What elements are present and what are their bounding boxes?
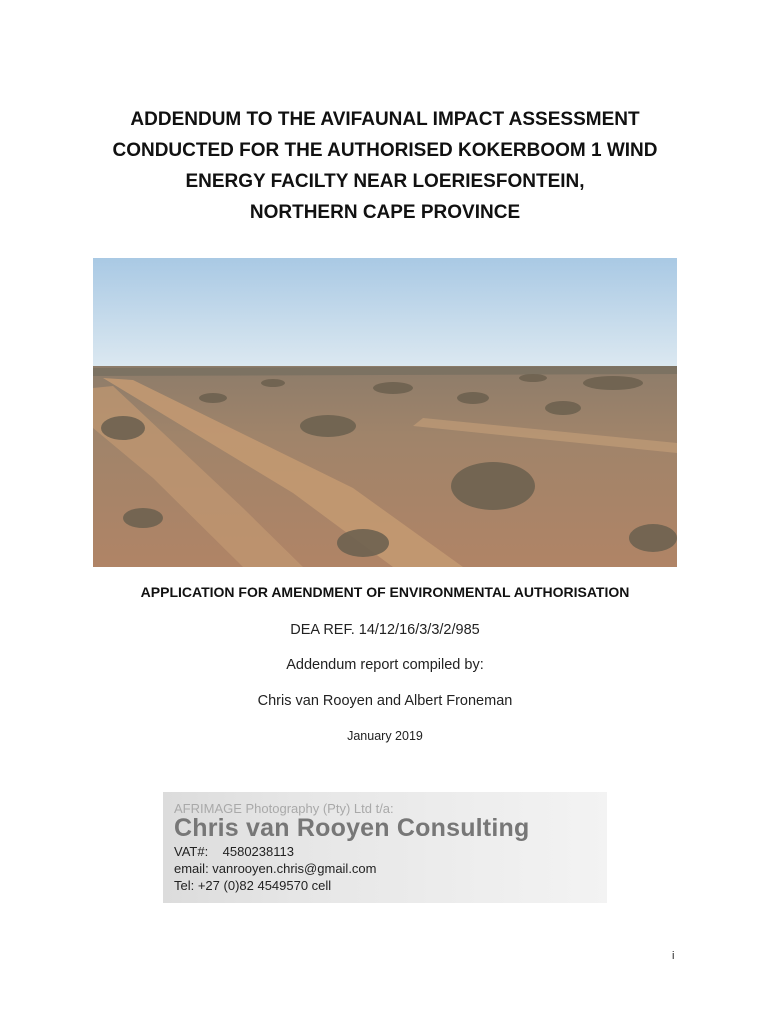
page-number: i — [672, 950, 675, 962]
title-line-3: ENERGY FACILTY NEAR LOERIESFONTEIN, — [185, 171, 585, 192]
logo-company-line: AFRIMAGE Photography (Pty) Ltd t/a: — [174, 801, 394, 816]
title-line-1: ADDENDUM TO THE AVIFAUNAL IMPACT ASSESSMENT — [130, 109, 640, 130]
dea-reference: DEA REF. 14/12/16/3/3/2/985 — [290, 622, 480, 638]
logo-vat: VAT#: 4580238113 — [174, 844, 294, 859]
logo-brand-name: Chris van Rooyen Consulting — [174, 814, 530, 842]
document-title — [60, 104, 710, 228]
title-line-4: NORTHERN CAPE PROVINCE — [249, 202, 521, 223]
report-date: January 2019 — [347, 729, 423, 743]
logo-email: email: vanrooyen.chris@gmail.com — [174, 861, 377, 876]
cover-photo — [93, 258, 677, 567]
application-heading: APPLICATION FOR AMENDMENT OF ENVIRONMENTAL AUTHORISATION — [140, 584, 630, 600]
logo-telephone: Tel: +27 (0)82 4549570 cell — [174, 878, 332, 893]
title-line-2: CONDUCTED FOR THE AUTHORISED KOKERBOOM 1 WIND — [112, 140, 658, 161]
consultant-logo — [163, 792, 607, 903]
compiled-by-label: Addendum report compiled by: — [286, 657, 484, 673]
authors: Chris van Rooyen and Albert Froneman — [257, 693, 513, 709]
